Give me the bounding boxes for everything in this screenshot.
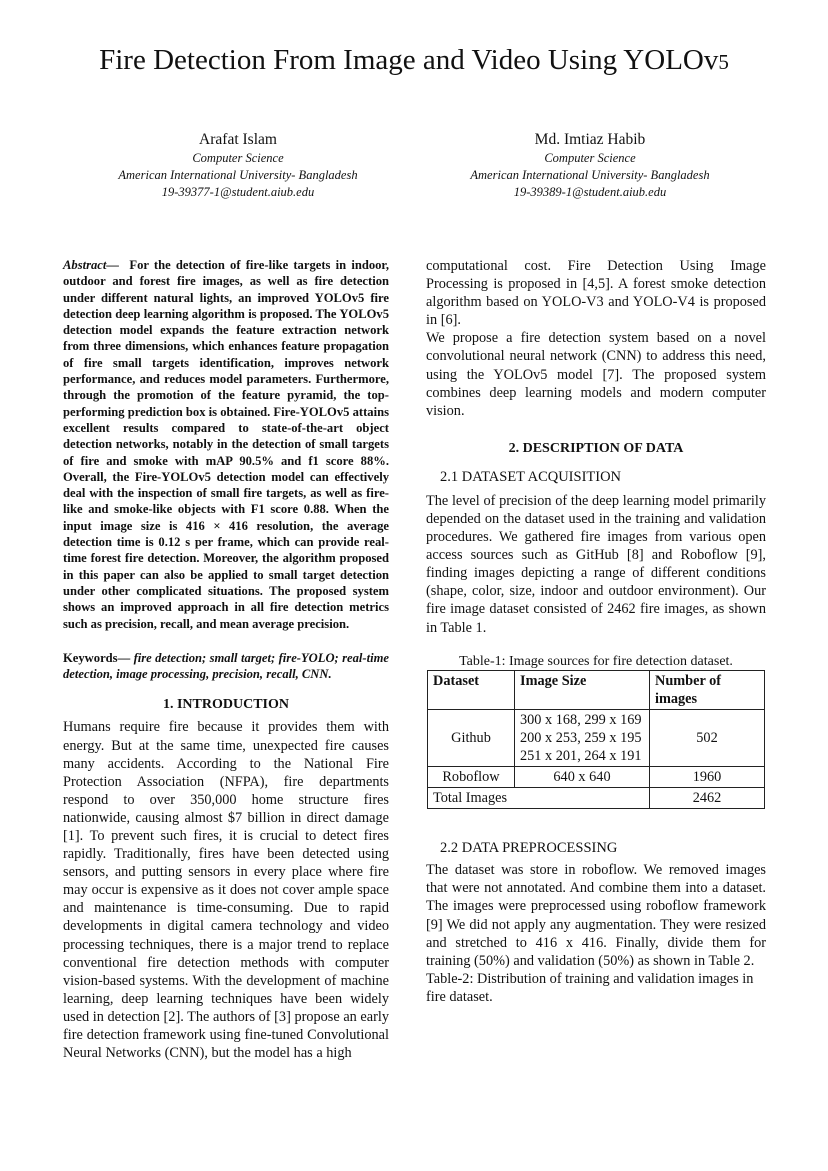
author-block-1 [68, 130, 408, 201]
keywords [63, 650, 389, 683]
table-header: Image Size [515, 670, 650, 709]
table-row [428, 709, 765, 766]
author-email[interactable]: 19-39389-1@student.aiub.edu [513, 185, 667, 199]
table1 [427, 670, 765, 810]
section-heading-introduction: 1. INTRODUCTION [162, 697, 289, 713]
abstract [63, 257, 389, 632]
keywords-label: Keywords— [63, 650, 131, 665]
author-org: American International University- Bangladesh [470, 168, 710, 182]
paper-title: Fire Detection From Image and Video Using YOLOv5 [99, 44, 729, 76]
author-block-2 [420, 130, 760, 201]
author-name: Arafat Islam [199, 131, 277, 148]
table-cell: Total Images [428, 788, 515, 809]
table-cell: 2462 [650, 788, 765, 809]
title-suffix: 5 [718, 50, 729, 74]
introduction-text: Humans require fire because it provides them with energy. But at the same time, unexpected fire causes many accidents. According to the National Fire Protection Association (NFPA), fire departments respond to over 350,000 home structure fires nationwide, causing almost $7 billion in direct damage [1]. To prevent such fires, it is crucial to detect fires rapidly. Traditionally, fires have been detected using sensors, and putting sensors in every place where fire may occur is expensive as it does not cover ample space and maintenance is time-consuming. Due to rapid developments in digital camera technology and video processing techniques, there is a major trend to replace conventional fire detection methods with computer vision-based systems. With the development of machine learning, deep learning techniques have been widely used in detection [2]. The authors of [3] propose an early fire detection framework using fine-tuned Convolutional Neural Networks (CNN), but the model has a high [63, 719, 389, 1062]
table-header: Number of images [650, 670, 765, 709]
section-heading-acquisition: 2.1 DATASET ACQUISITION [440, 468, 622, 485]
author-org: American International University- Bangladesh [118, 168, 358, 182]
table-cell: 502 [650, 709, 765, 766]
table-header: Dataset [428, 670, 515, 709]
right-column [426, 257, 766, 1006]
left-column [63, 257, 389, 1062]
keywords-text: fire detection; small target; fire-YOLO; real-time detection, image processing, precision, recall, CNN. [63, 650, 389, 682]
table-cell: 640 x 640 [515, 767, 650, 788]
author-email[interactable]: 19-39377-1@student.aiub.edu [161, 185, 315, 199]
table2-caption: Table-2: Distribution of training and validation images in fire dataset. [426, 970, 754, 1005]
paragraph-proposal: We propose a fire detection system based on a novel convolutional neural network (CNN) to address this need, using the YOLOv5 model [7]. The proposed system combines deep learning models and modern computer vision. [426, 330, 766, 419]
section-heading-data: 2. DESCRIPTION OF DATA [508, 440, 684, 456]
abstract-label: Abstract— [63, 258, 119, 272]
preprocessing-text: The dataset was store in roboflow. We removed images that were not annotated. And combine them into a dataset. The images were preprocessed using roboflow framework [9] We did not apply any augmentation. They were resized and stretched to 416 x 416. Finally, divide them for training (50%) and validation (50%) as shown in Table 2. [426, 862, 766, 969]
acquisition-text: The level of precision of the deep learning model primarily depended on the dataset used in the training and validation procedures. We gathered fire images from various open access sources such as GitHub [8] and Roboflow [9], finding images depicting a range of different conditions (shape, color, size, indoor and outdoor environment). Our fire image dataset consisted of 2462 fire images, as shown in Table 1. [426, 492, 766, 636]
table-cell: Github [428, 709, 515, 766]
abstract-text: For the detection of fire-like targets in indoor, outdoor and forest fire images, as well as fire detection under different natural lights, an improved YOLOv5 fire detection deep learning algorithm is proposed. The YOLOv5 detection model expands the feature extraction network from three dimensions, which enhances feature propagation of fire small targets identification, improves network performance, and reduces model parameters. Furthermore, through the promotion of the feature pyramid, the top-performing prediction box is obtained. Fire-YOLOv5 attains excellent results compared to state-of-the-art object detection networks, notably in the detection of small targets of fire and smoke with mAP 90.5% and f1 score 88%. Overall, the Fire-YOLOv5 detection model can effectively deal with the inspection of small fire targets, as well as fire-like and smoke-like objects with F1 score 0.88. When the input image size is 416 × 416 resolution, the average detection time is 0.12 s per frame, which can provide real-time forest fire detection. Moreover, the algorithm proposed in this paper can also be applied to small target detection under other complicated situations. The proposed system shows an improved approach in all fire detection metrics such as precision, recall, and mean average precision. [63, 258, 389, 631]
author-dept: Computer Science [192, 151, 284, 165]
table-row-total [428, 788, 765, 809]
table-cell: 300 x 168, 299 x 169 200 x 253, 259 x 195 251 x 201, 264 x 191 [515, 709, 650, 766]
table1-caption: Table-1: Image sources for fire detection dataset. [459, 653, 733, 669]
author-name: Md. Imtiaz Habib [534, 131, 646, 148]
section-heading-preprocessing: 2.2 DATA PREPROCESSING [440, 840, 618, 857]
paragraph-related-work: computational cost. Fire Detection Using Image Processing is proposed in [4,5]. A forest smoke detection algorithm based on YOLO-V3 and YOLO-V4 is proposed in [6]. [426, 258, 766, 329]
table-cell [515, 788, 650, 809]
author-dept: Computer Science [544, 151, 636, 165]
table-cell: 1960 [650, 767, 765, 788]
table-header-row [428, 670, 765, 709]
table-cell: Roboflow [428, 767, 515, 788]
table-row [428, 767, 765, 788]
